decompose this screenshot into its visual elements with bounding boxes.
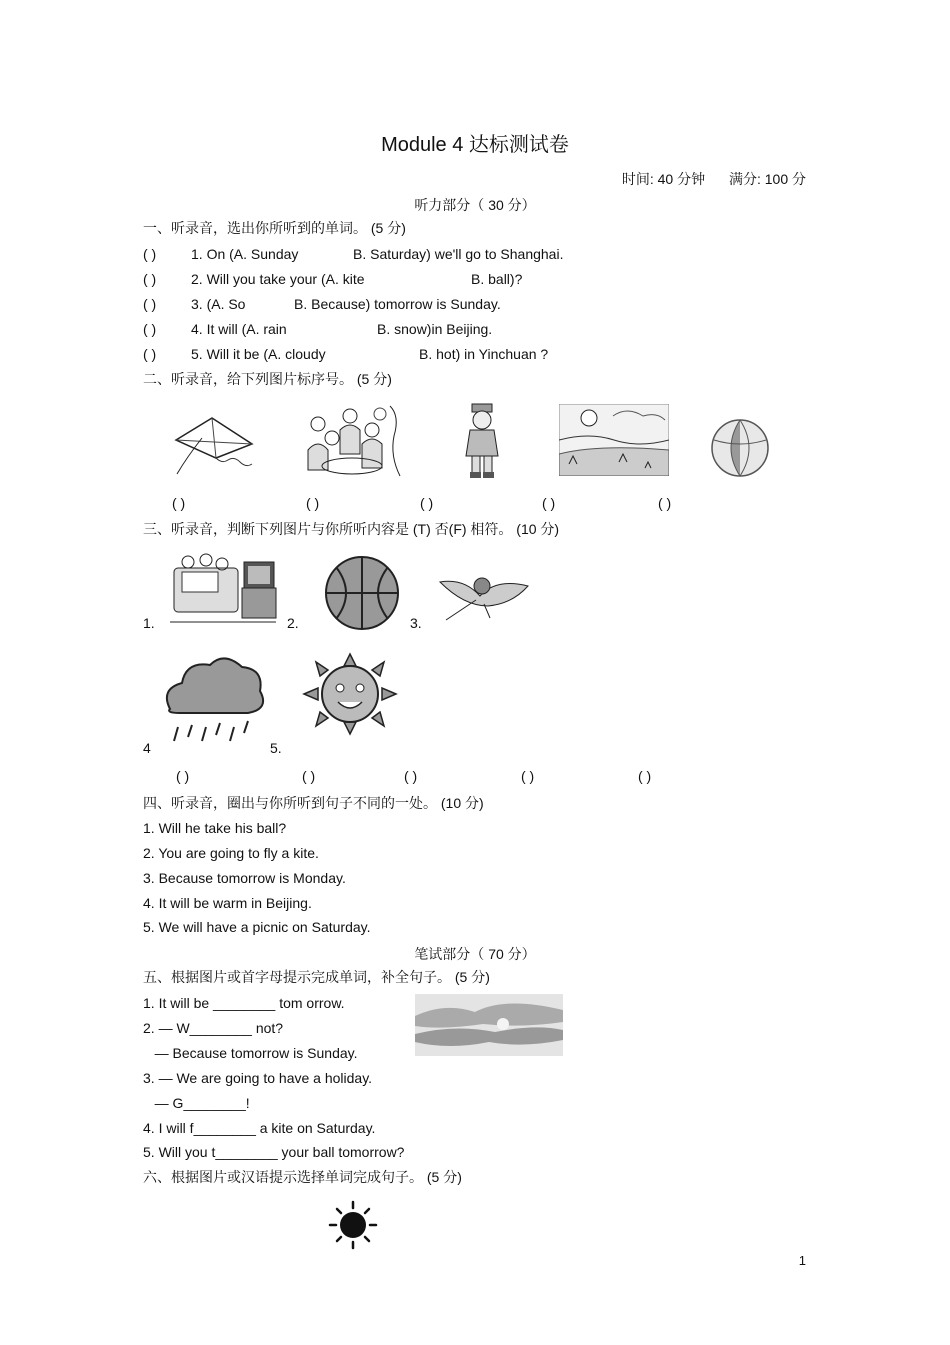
winter-boy-picture xyxy=(462,402,502,480)
list-item: 1. It will be ________ tom orrow. xyxy=(143,995,345,1011)
answer-blank: ( ) xyxy=(143,346,157,362)
time-limit: 时间: 40 分钟 xyxy=(621,171,706,187)
answer-bracket: ( ) xyxy=(306,495,320,511)
section-5-heading: 五、根据图片或首字母提示完成单词，补全句子。 (5 分) xyxy=(143,969,490,985)
answer-bracket: ( ) xyxy=(542,495,556,511)
list-item: 3. — We are going to have a holiday. xyxy=(143,1070,373,1086)
list-item xyxy=(143,320,492,338)
answer-bracket: ( ) xyxy=(172,495,186,511)
family-tv-picture xyxy=(168,548,278,628)
smiling-sun-picture xyxy=(298,652,402,736)
option-b: B. hot) in Yinchuan ? xyxy=(419,346,549,362)
listening-section-header: 听力部分（ 30 分） xyxy=(414,197,536,213)
bird-kite-picture xyxy=(436,570,532,622)
list-item: 1. Will he take his ball? xyxy=(143,820,287,836)
answer-bracket: ( ) xyxy=(638,768,652,784)
answer-bracket: ( ) xyxy=(404,768,418,784)
list-item: 3. Because tomorrow is Monday. xyxy=(143,870,346,886)
answer-blank: ( ) xyxy=(143,321,157,337)
list-item xyxy=(143,295,501,313)
option-a: 3. (A. So xyxy=(191,296,246,312)
answer-bracket: ( ) xyxy=(521,768,535,784)
picture-number: 1. xyxy=(143,615,155,631)
sun-icon xyxy=(328,1200,378,1250)
section-4-heading: 四、听录音，圈出与你所听到句子不同的一处。 (10 分) xyxy=(143,795,484,811)
list-item xyxy=(143,270,522,288)
list-item: — G________! xyxy=(143,1095,250,1111)
exam-meta xyxy=(602,169,806,189)
answer-blank: ( ) xyxy=(143,271,157,287)
section-1-heading: 一、听录音，选出你所听到的单词。 (5 分) xyxy=(143,220,406,236)
list-item: 5. We will have a picnic on Saturday. xyxy=(143,919,371,935)
page-title: Module 4 达标测试卷 xyxy=(381,134,569,156)
list-item: 5. Will you t________ your ball tomorrow? xyxy=(143,1144,405,1160)
option-a: 2. Will you take your (A. kite xyxy=(191,271,365,287)
list-item xyxy=(143,245,563,263)
picture-number: 3. xyxy=(410,615,422,631)
picture-number: 2. xyxy=(287,615,299,631)
sunny-landscape-picture xyxy=(559,404,669,476)
beach-ball-picture xyxy=(710,418,770,478)
option-b: B. Because) tomorrow is Sunday. xyxy=(294,296,501,312)
rain-cloud-picture xyxy=(160,655,266,747)
list-item xyxy=(143,345,548,363)
list-item: 4. I will f________ a kite on Saturday. xyxy=(143,1120,376,1136)
picture-number: 4 xyxy=(143,740,151,756)
section-2-heading: 二、听录音，给下列图片标序号。 (5 分) xyxy=(143,371,392,387)
picture-number: 5. xyxy=(270,740,282,756)
answer-bracket: ( ) xyxy=(302,768,316,784)
option-a: 5. Will it be (A. cloudy xyxy=(191,346,326,362)
answer-blank: ( ) xyxy=(143,246,157,262)
writing-section-header: 笔试部分（ 70 分） xyxy=(414,946,536,962)
cloudy-sky-picture xyxy=(415,994,563,1056)
kite-picture xyxy=(172,412,256,476)
list-item: — Because tomorrow is Sunday. xyxy=(143,1045,358,1061)
section-3-heading: 三、听录音，判断下列图片与你所听内容是 (T) 否(F) 相符。 (10 分) xyxy=(143,521,560,537)
option-a: 4. It will (A. rain xyxy=(191,321,287,337)
option-b: B. snow)in Beijing. xyxy=(377,321,493,337)
answer-bracket: ( ) xyxy=(176,768,190,784)
full-score: 满分: 100 分 xyxy=(728,171,806,187)
option-b: B. ball)? xyxy=(471,271,523,287)
section-6-heading: 六、根据图片或汉语提示选择单词完成句子。 (5 分) xyxy=(143,1169,462,1185)
option-b: B. Saturday) we'll go to Shanghai. xyxy=(353,246,564,262)
answer-blank: ( ) xyxy=(143,296,157,312)
option-a: 1. On (A. Sunday xyxy=(191,246,299,262)
page-number: 1 xyxy=(798,1253,806,1268)
picnic-picture xyxy=(302,402,408,480)
list-item: 2. You are going to fly a kite. xyxy=(143,845,319,861)
basketball-picture xyxy=(324,555,400,631)
answer-bracket: ( ) xyxy=(658,495,672,511)
answer-bracket: ( ) xyxy=(420,495,434,511)
list-item: 4. It will be warm in Beijing. xyxy=(143,895,312,911)
list-item: 2. — W________ not? xyxy=(143,1020,284,1036)
